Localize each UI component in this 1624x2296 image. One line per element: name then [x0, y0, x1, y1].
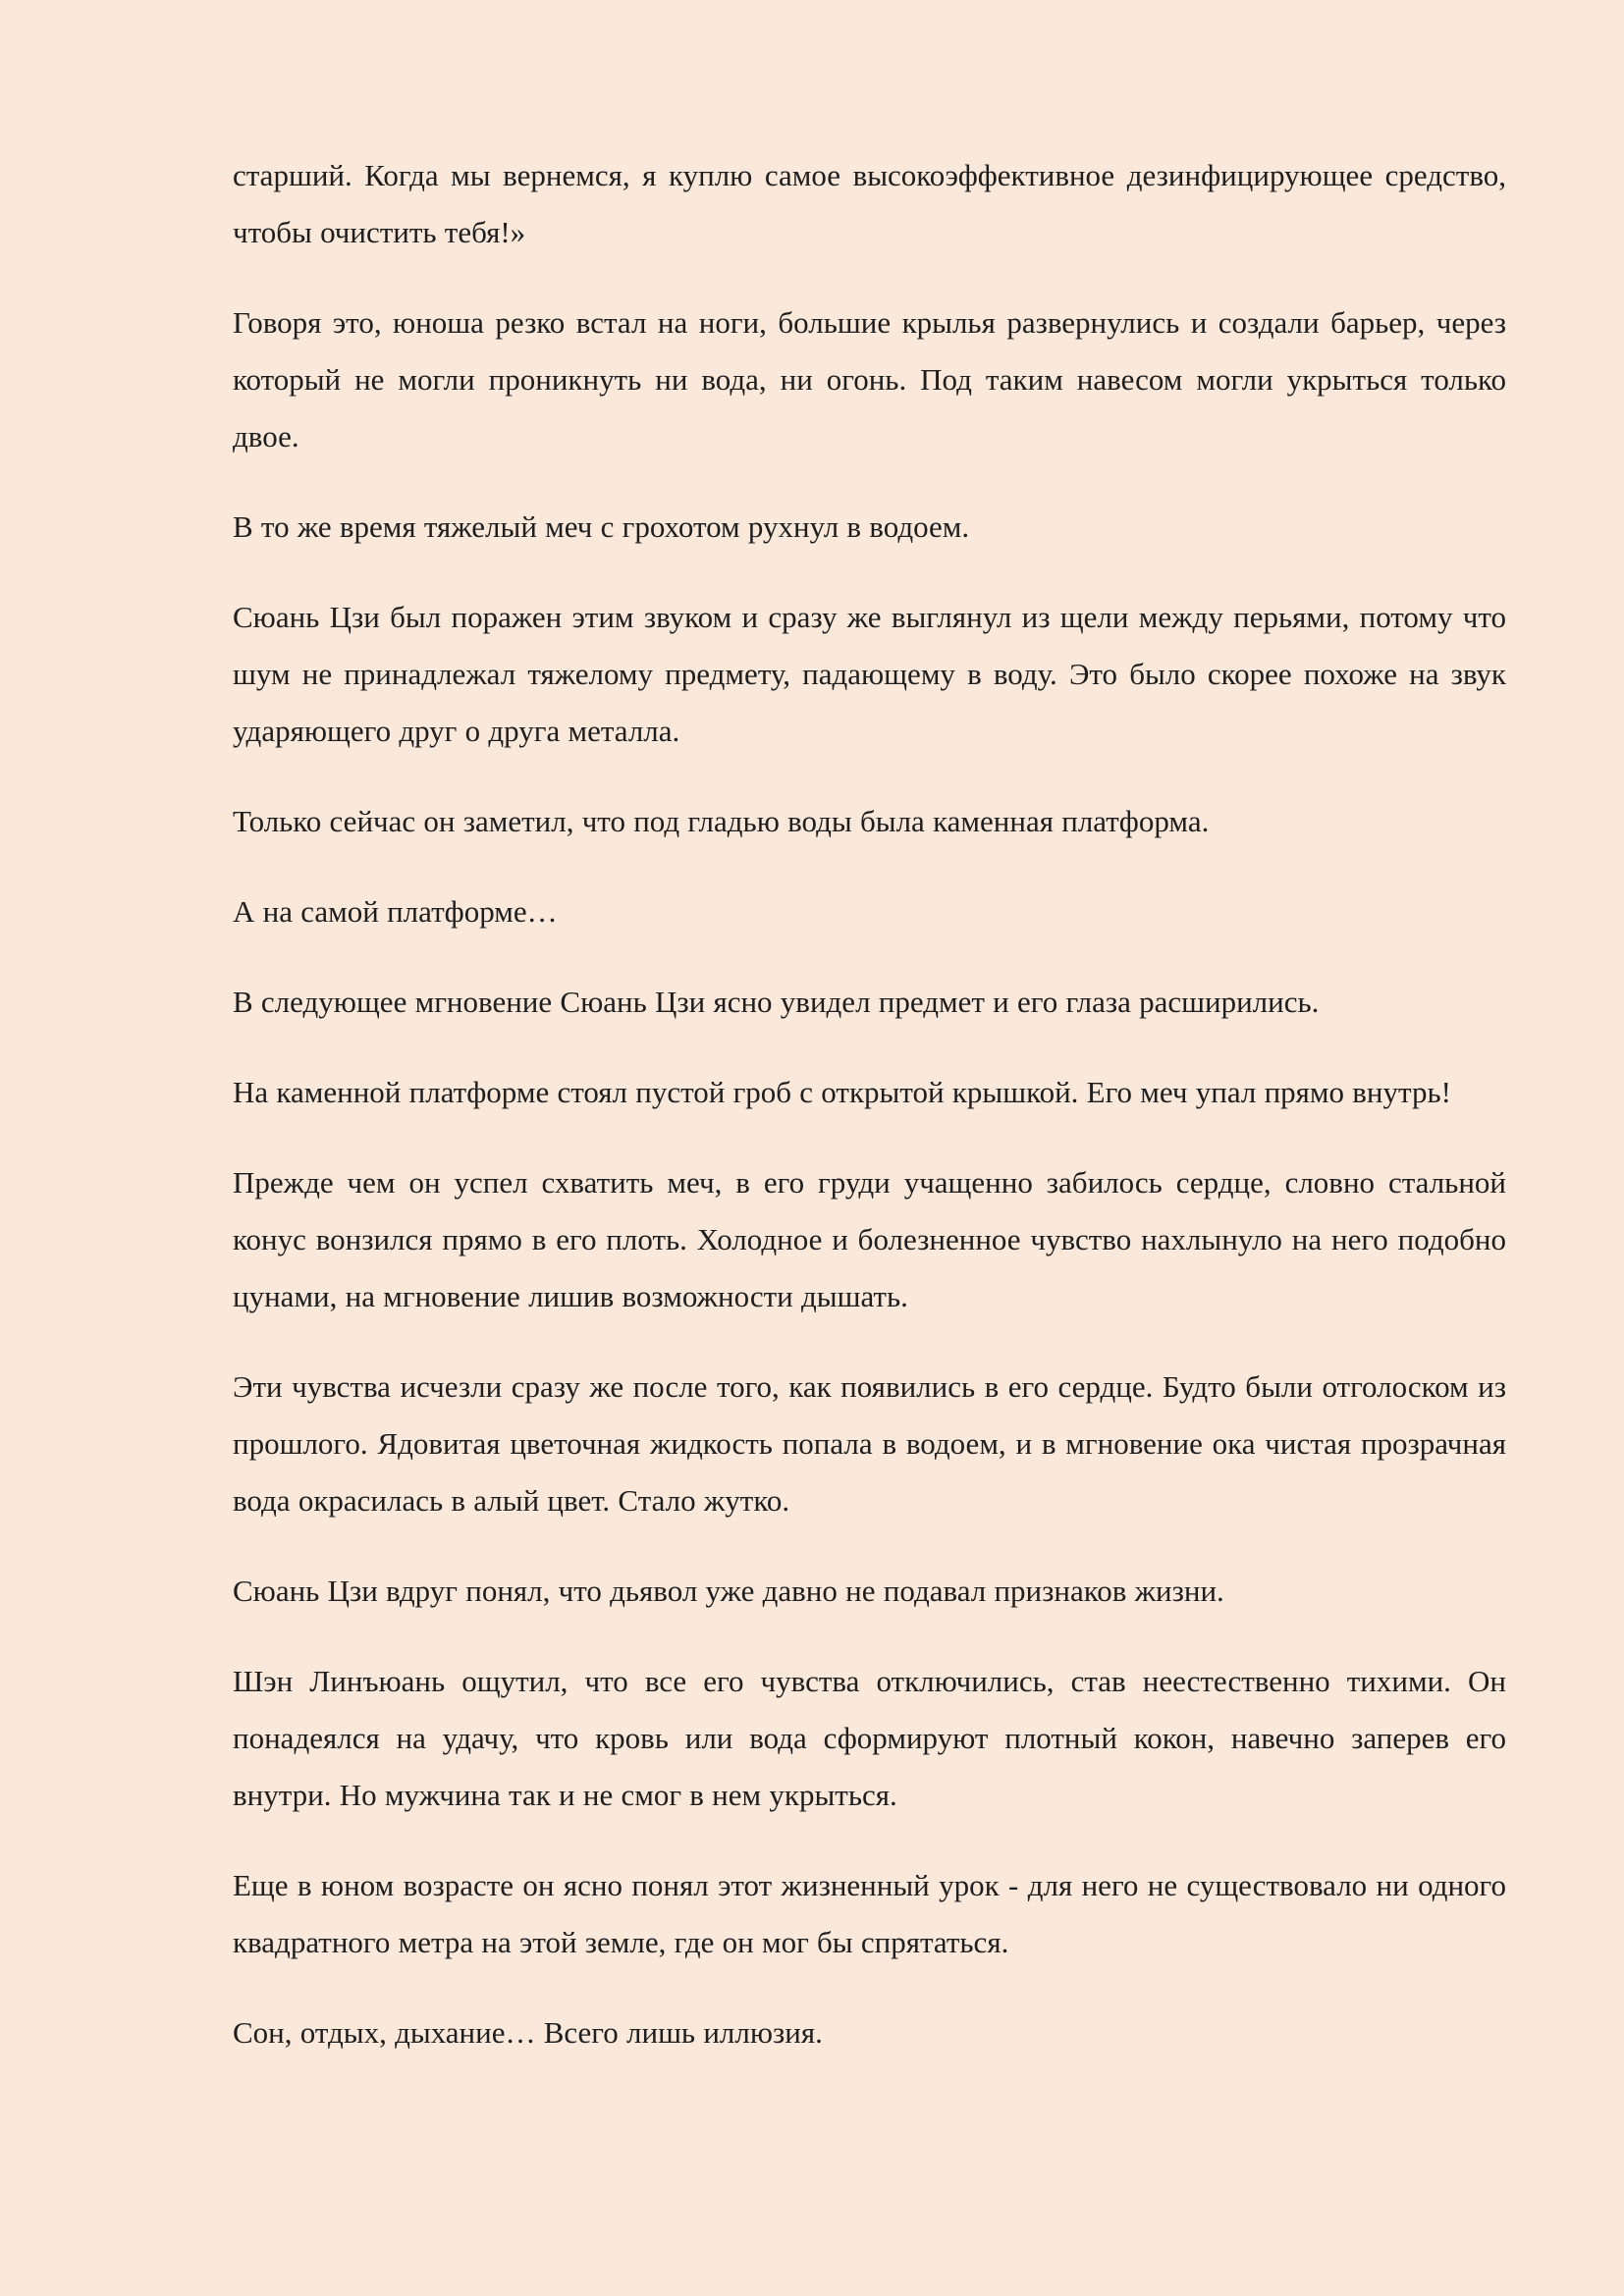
paragraph: В следующее мгновение Сюань Цзи ясно увидел предмет и его глаза расширились.	[233, 985, 1320, 1019]
document-page	[233, 147, 1506, 2095]
paragraph: Сюань Цзи вдруг понял, что дьявол уже давно не подавал признаков жизни.	[233, 1574, 1224, 1608]
paragraph: Только сейчас он заметил, что под гладью воды была каменная платформа.	[233, 804, 1210, 838]
paragraph: На каменной платформе стоял пустой гроб с открытой крышкой. Его меч упал прямо внутрь!	[233, 1075, 1451, 1109]
paragraph: Шэн Линъюань ощутил, что все его чувства отключились, став неестественно тихими. Он понадеялся на удачу, что кровь или вода сформируют плотный кокон, навечно заперев его внутри. Но мужчина так и не смог в нем укрыться.	[233, 1664, 1506, 1812]
paragraph: Сюань Цзи был поражен этим звуком и сразу же выглянул из щели между перьями, потому что шум не принадлежал тяжелому предмету, падающему в воду. Это было скорее похоже на звук ударяющего друг о друга металла.	[233, 600, 1506, 748]
paragraph: Эти чувства исчезли сразу же после того, как появились в его сердце. Будто были отголоском из прошлого. Ядовитая цветочная жидкость попала в водоем, и в мгновение ока чистая прозрачная вода окрасилась в алый цвет. Стало жутко.	[233, 1369, 1506, 1518]
paragraph: Сон, отдых, дыхание… Всего лишь иллюзия.	[233, 2015, 823, 2050]
paragraph: А на самой платформе…	[233, 894, 558, 929]
paragraph: Говоря это, юноша резко встал на ноги, большие крылья развернулись и создали барьер, через который не могли проникнуть ни вода, ни огонь. Под таким навесом могли укрыться только двое.	[233, 305, 1506, 454]
paragraph: Еще в юном возрасте он ясно понял этот жизненный урок - для него не существовало ни одного квадратного метра на этой земле, где он мог бы спрятаться.	[233, 1868, 1506, 1959]
paragraph: старший. Когда мы вернемся, я куплю самое высокоэффективное дезинфицирующее средство, чтобы очистить тебя!»	[233, 158, 1506, 249]
paragraph: Прежде чем он успел схватить меч, в его груди учащенно забилось сердце, словно стальной конус вонзился прямо в его плоть. Холодное и болезненное чувство нахлынуло на него подобно цунами, на мгновение лишив возможности дышать.	[233, 1165, 1506, 1313]
paragraph: В то же время тяжелый меч с грохотом рухнул в водоем.	[233, 509, 970, 544]
